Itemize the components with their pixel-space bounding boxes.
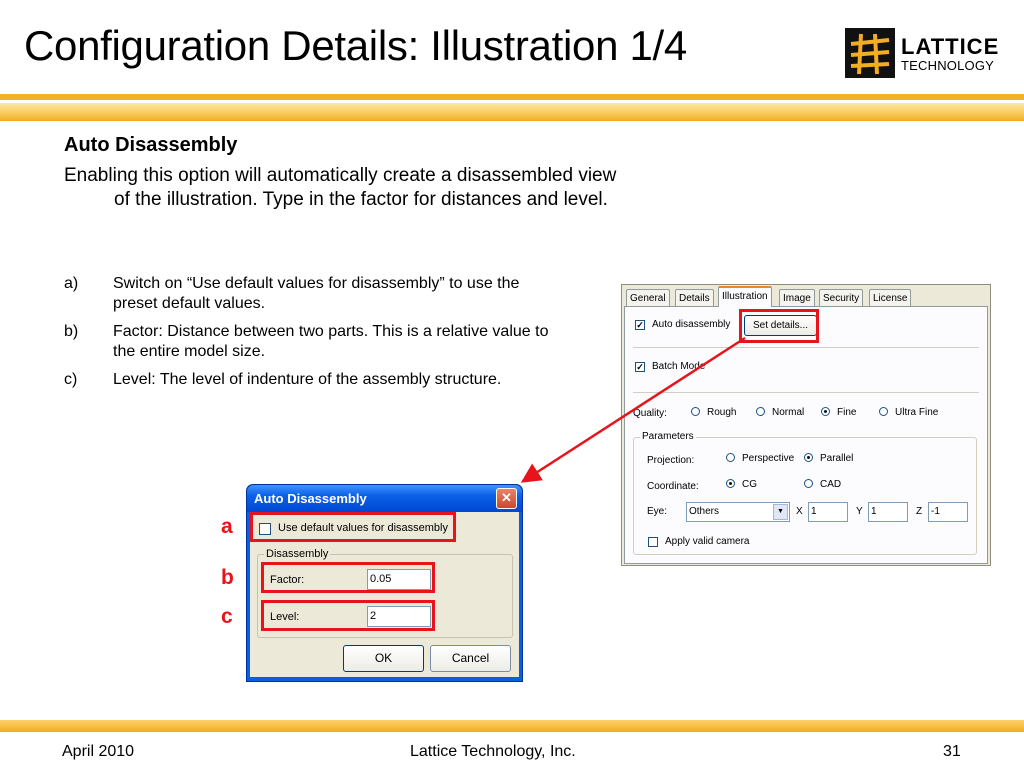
footer-date: April 2010 — [62, 743, 135, 760]
eye-y-input[interactable]: 1 — [868, 502, 908, 522]
quality-fine-label: Fine — [837, 407, 857, 418]
step-text: Level: The level of indenture of the assembly structure. — [113, 371, 502, 388]
intro-paragraph: Enabling this option will automatically create a disassembled view of the illustration. Type in the factor for distances and level. — [64, 165, 617, 210]
factor-input[interactable]: 0.05 — [367, 569, 431, 590]
eye-select-value: Others — [689, 506, 720, 517]
projection-perspective-label: Perspective — [742, 453, 795, 464]
tab-image[interactable]: Image — [779, 289, 815, 306]
batch-mode-checkbox[interactable]: ✓ — [636, 362, 644, 372]
slide-title: Configuration Details: Illustration 1/4 — [24, 22, 687, 69]
tab-license[interactable]: License — [869, 289, 911, 306]
quality-label: Quality: — [633, 408, 667, 419]
quality-ultra-fine-label: Ultra Fine — [895, 407, 939, 418]
level-label: Level: — [270, 611, 300, 623]
footer-page-number: 31 — [943, 743, 961, 760]
step-marker: c) — [64, 371, 78, 388]
apply-camera-label: Apply valid camera — [665, 536, 750, 547]
logo-text-technology: TECHNOLOGY — [901, 58, 995, 73]
coordinate-cg-label: CG — [742, 479, 757, 490]
eye-y-label: Y — [856, 506, 863, 517]
chevron-down-icon[interactable]: ▼ — [773, 504, 788, 520]
dialog-title: Auto Disassembly — [254, 491, 367, 506]
step-text: Switch on “Use default values for disassembly” to use the preset default values. — [113, 275, 520, 312]
set-details-button[interactable]: Set details... — [744, 315, 817, 336]
eye-x-label: X — [796, 506, 803, 517]
annotation-letter-c: c — [221, 605, 233, 628]
auto-disassembly-label: Auto disassembly — [652, 319, 731, 330]
tab-illustration[interactable]: Illustration — [718, 286, 772, 307]
level-input[interactable]: 2 — [367, 606, 431, 627]
eye-z-label: Z — [916, 506, 923, 517]
quality-rough-label: Rough — [707, 407, 737, 418]
step-text: Factor: Distance between two parts. This is a relative value to the entire model size. — [113, 323, 549, 360]
projection-label: Projection: — [647, 455, 695, 466]
ok-button[interactable]: OK — [343, 645, 424, 672]
auto-disassembly-checkbox[interactable]: ✓ — [636, 320, 644, 330]
step-marker: b) — [64, 323, 79, 340]
disassembly-group-title: Disassembly — [266, 548, 329, 560]
footer-stripe — [0, 720, 1024, 732]
coordinate-label: Coordinate: — [647, 481, 699, 492]
coordinate-cad-label: CAD — [820, 479, 842, 490]
tab-security[interactable]: Security — [819, 289, 863, 306]
annotation-letter-b: b — [221, 566, 234, 589]
parameters-group-title: Parameters — [642, 431, 694, 442]
annotation-letter-a: a — [221, 515, 233, 538]
projection-parallel-label: Parallel — [820, 453, 854, 464]
eye-z-input[interactable]: -1 — [928, 502, 968, 522]
quality-normal-label: Normal — [772, 407, 805, 418]
section-heading: Auto Disassembly — [64, 134, 238, 156]
step-marker: a) — [64, 275, 79, 292]
eye-label: Eye: — [647, 506, 668, 517]
tab-details[interactable]: Details — [675, 289, 714, 306]
factor-label: Factor: — [270, 574, 305, 586]
eye-x-input[interactable]: 1 — [808, 502, 848, 522]
batch-mode-label: Batch Mode — [652, 361, 706, 372]
tab-general[interactable]: General — [626, 289, 670, 306]
use-default-label: Use default values for disassembly — [278, 522, 448, 534]
close-icon[interactable]: ✕ — [496, 488, 517, 509]
cancel-button[interactable]: Cancel — [430, 645, 511, 672]
footer-company: Lattice Technology, Inc. — [410, 743, 576, 760]
logo-text-lattice: LATTICE — [901, 34, 1000, 59]
